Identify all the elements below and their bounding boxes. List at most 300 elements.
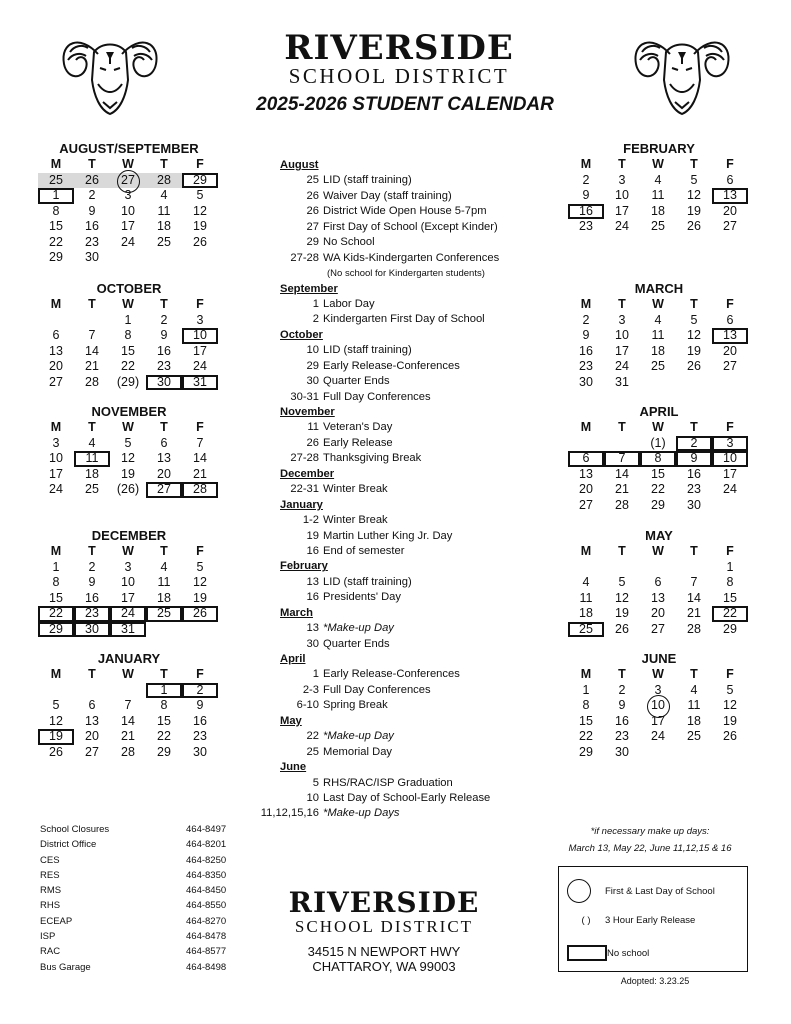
- calendar-day: 31: [615, 374, 629, 389]
- event-row: [252, 390, 552, 405]
- calendar-day: 26: [723, 729, 737, 743]
- calendar-day: 13: [49, 343, 63, 358]
- event-date: 22: [306, 730, 319, 743]
- calendar-day: 6: [160, 435, 168, 450]
- contact-row: [40, 944, 240, 959]
- calendar-day: 3: [196, 312, 204, 327]
- event-row: [252, 312, 552, 327]
- weekday-header: T: [618, 544, 626, 558]
- calendar-day: 24: [110, 606, 146, 622]
- month-grid: [38, 157, 220, 266]
- event-date: 1: [312, 297, 319, 310]
- calendar-day: 6: [52, 328, 60, 342]
- calendar-day: 25: [85, 482, 99, 496]
- event-row: [252, 729, 552, 744]
- calendar-day: 27: [110, 173, 146, 189]
- calendar-day: 27: [723, 359, 737, 373]
- calendar-day: 21: [85, 359, 99, 373]
- month-grid: [568, 297, 750, 390]
- calendar-day: 7: [88, 328, 96, 342]
- event-date: 26: [306, 436, 319, 449]
- calendar-day: 14: [85, 343, 99, 358]
- district-logo-header: [240, 30, 558, 86]
- paren-icon: ( ): [581, 915, 591, 926]
- event-text: Kindergarten First Day of School: [323, 313, 485, 326]
- event-text: Last Day of School-Early Release: [323, 791, 491, 804]
- calendar-day: 30: [85, 250, 99, 264]
- calendar-empty-day: [640, 745, 676, 761]
- event-row: [252, 420, 552, 435]
- calendar-day: 5: [124, 435, 132, 450]
- calendar-day: 2: [182, 683, 218, 699]
- contact-name: ECEAP: [40, 915, 73, 927]
- calendar-empty-day: [74, 683, 110, 699]
- calendar-day: 26: [615, 621, 629, 636]
- month-title: MAY: [645, 528, 673, 543]
- event-row: [252, 590, 552, 605]
- calendar-day: 16: [85, 219, 99, 233]
- calendar-day: 13: [157, 451, 171, 465]
- weekday-header: T: [88, 667, 96, 681]
- calendar-day: 6: [568, 451, 604, 467]
- event-row: [252, 776, 552, 791]
- calendar-day: 29: [38, 622, 74, 638]
- event-date: 26: [306, 205, 319, 218]
- event-text: End of semester: [323, 544, 405, 557]
- month-march: [568, 281, 750, 390]
- calendar-day: 8: [124, 328, 132, 342]
- legend-row-circle: [567, 879, 715, 903]
- calendar-day: 23: [85, 234, 99, 249]
- calendar-day: 8: [52, 575, 60, 589]
- calendar-day: 25: [651, 219, 665, 233]
- event-row: [252, 359, 552, 374]
- calendar-day: 12: [193, 575, 207, 589]
- contact-row: [40, 960, 240, 975]
- calendar-day: 23: [579, 359, 593, 373]
- legend-circle-label: First & Last Day of School: [605, 885, 715, 897]
- weekday-header: T: [160, 667, 168, 681]
- contact-phone: 464-8350: [186, 869, 227, 881]
- event-date: 1-2: [302, 514, 319, 527]
- weekday-header: T: [690, 544, 698, 558]
- calendar-day: 19: [615, 606, 629, 620]
- calendar-day: 24: [651, 729, 665, 743]
- calendar-day: 21: [193, 466, 207, 481]
- contact-phone: 464-8478: [186, 931, 227, 943]
- calendar-day: 25: [38, 173, 74, 189]
- calendar-empty-day: [146, 622, 182, 638]
- calendar-day: 22: [49, 234, 63, 249]
- calendar-day: 31: [182, 375, 218, 391]
- makeup-note-line-1: *if necessary make up days:: [590, 826, 710, 837]
- calendar-day: 27: [49, 374, 63, 389]
- calendar-day: 6: [654, 575, 662, 589]
- event-month-heading: September: [280, 282, 338, 295]
- event-text: First Day of School (Except Kinder): [323, 220, 498, 233]
- calendar-day: 29: [651, 497, 665, 512]
- calendar-day: 9: [196, 698, 204, 712]
- month-title: OCTOBER: [96, 281, 162, 296]
- calendar-day: 12: [121, 451, 135, 465]
- contact-name: RAC: [40, 946, 61, 958]
- contact-phone: 464-8450: [186, 885, 227, 897]
- calendar-day: 9: [88, 203, 96, 218]
- calendar-empty-day: [568, 560, 604, 576]
- event-row: [252, 544, 552, 559]
- weekday-header: W: [652, 420, 664, 434]
- event-row: [252, 529, 552, 544]
- event-text: Labor Day: [323, 297, 375, 310]
- calendar-day: 30: [687, 497, 701, 512]
- weekday-header: F: [196, 420, 204, 434]
- calendar-day: 21: [687, 606, 701, 620]
- weekday-header: W: [652, 297, 664, 311]
- calendar-day: 23: [687, 482, 701, 496]
- calendar-day: 3: [124, 188, 132, 202]
- contact-row: [40, 822, 240, 837]
- event-month-heading: March: [280, 606, 313, 619]
- calendar-day: 3: [52, 435, 60, 450]
- event-text: No School: [323, 236, 375, 249]
- calendar-day: 7: [124, 698, 132, 712]
- event-date: 10: [306, 791, 319, 804]
- event-month-heading: February: [280, 560, 328, 573]
- weekday-header: M: [580, 297, 592, 311]
- calendar-day: 11: [687, 698, 701, 712]
- calendar-day: 21: [615, 482, 629, 496]
- weekday-header: W: [652, 157, 664, 171]
- calendar-day: 25: [687, 729, 701, 743]
- legend-paren-label: 3 Hour Early Release: [605, 915, 696, 926]
- weekday-header: W: [122, 297, 134, 311]
- event-text: Full Day Conferences: [323, 390, 431, 403]
- brand-name-footer: RIVERSIDE: [288, 886, 480, 919]
- event-month-heading: October: [280, 328, 323, 341]
- month-title: MARCH: [634, 281, 684, 296]
- weekday-header: W: [652, 544, 664, 558]
- calendar-day: 23: [193, 729, 207, 743]
- contact-phone: 464-8270: [186, 915, 227, 927]
- weekday-header: T: [618, 157, 626, 171]
- weekday-header: W: [652, 667, 664, 681]
- calendar-day: 22: [712, 606, 748, 622]
- weekday-header: F: [726, 544, 734, 558]
- event-row: [252, 683, 552, 698]
- calendar-day: 9: [160, 328, 168, 342]
- calendar-day: 25: [568, 622, 604, 638]
- calendar-day: 26: [193, 234, 207, 249]
- event-date: 13: [306, 575, 319, 588]
- calendar-day: 30: [146, 375, 182, 391]
- month-april: [568, 404, 750, 513]
- legend-box-label: No school: [607, 947, 650, 959]
- calendar-day: (1): [650, 435, 666, 450]
- event-row: [252, 235, 552, 250]
- event-text: Quarter Ends: [323, 375, 390, 388]
- weekday-header: M: [50, 667, 62, 681]
- weekday-header: M: [580, 157, 592, 171]
- calendar-empty-day: [640, 375, 676, 391]
- calendar-day: 4: [160, 559, 168, 574]
- month-title: NOVEMBER: [91, 404, 167, 419]
- month-grid: [38, 667, 220, 760]
- event-row: [252, 173, 552, 188]
- calendar-day: 23: [579, 219, 593, 233]
- calendar-day: 5: [726, 682, 734, 697]
- calendar-day: 14: [121, 713, 135, 728]
- calendar-day: 17: [193, 343, 207, 358]
- calendar-day: 28: [687, 621, 701, 636]
- weekday-header: F: [196, 544, 204, 558]
- calendar-day: 15: [651, 466, 665, 481]
- calendar-day: 27: [85, 744, 99, 759]
- makeup-days-note: [540, 823, 760, 857]
- calendar-day: 28: [615, 497, 629, 512]
- calendar-day: 16: [615, 713, 629, 728]
- calendar-day: 30: [193, 744, 207, 759]
- calendar-day: 9: [582, 328, 590, 342]
- weekday-header: T: [88, 297, 96, 311]
- event-date: 30: [306, 637, 319, 650]
- calendar-day: 27: [651, 621, 665, 636]
- calendar-day: 17: [615, 343, 629, 358]
- event-text: Memorial Day: [323, 745, 393, 758]
- event-text: WA Kids-Kindergarten Conferences: [323, 251, 500, 264]
- calendar-day: 26: [74, 173, 110, 189]
- calendar-day: 6: [88, 698, 96, 712]
- calendar-title: 2025-2026 STUDENT CALENDAR: [256, 94, 554, 115]
- contact-name: ISP: [40, 931, 56, 943]
- calendar-day: 22: [38, 606, 74, 622]
- calendar-day: 18: [85, 466, 99, 481]
- event-date: 16: [306, 544, 319, 557]
- legend-box: [558, 866, 748, 972]
- month-title: APRIL: [639, 404, 679, 419]
- calendar-day: 24: [615, 359, 629, 373]
- calendar-day: 16: [157, 343, 171, 358]
- calendar-day: 16: [568, 204, 604, 220]
- event-row: [252, 343, 552, 358]
- address-line-2: CHATTAROY, WA 99003: [312, 959, 456, 974]
- calendar-day: 13: [712, 188, 748, 204]
- event-row: [252, 637, 552, 652]
- calendar-day: 5: [196, 559, 204, 574]
- calendar-day: 12: [49, 713, 63, 728]
- contact-row: [40, 853, 240, 868]
- calendar-day: 29: [723, 621, 737, 636]
- weekday-header: T: [618, 667, 626, 681]
- calendar-day: 1: [582, 682, 590, 697]
- event-date: 19: [306, 529, 319, 542]
- calendar-day: 20: [157, 466, 171, 481]
- month-grid: [568, 544, 750, 637]
- event-date: 2: [312, 313, 319, 326]
- weekday-header: M: [580, 420, 592, 434]
- calendar-day: (26): [116, 482, 140, 496]
- calendar-day: 14: [193, 451, 207, 465]
- legend-row-box: [567, 945, 649, 961]
- event-text: Spring Break: [323, 699, 388, 712]
- calendar-day: 26: [687, 219, 701, 233]
- calendar-day: 31: [110, 622, 146, 638]
- weekday-header: T: [160, 544, 168, 558]
- legend-row-paren: [567, 915, 695, 926]
- event-row: [252, 791, 552, 806]
- calendar-day: 10: [640, 698, 676, 714]
- ram-mascot-logo-right: [630, 24, 734, 118]
- event-row: [252, 482, 552, 497]
- calendar-empty-day: [712, 745, 748, 761]
- month-grid: [38, 420, 220, 498]
- event-date: 25: [306, 174, 319, 187]
- month-may: [568, 528, 750, 637]
- calendar-day: 15: [157, 713, 171, 728]
- event-month-heading: December: [280, 467, 335, 480]
- ram-mascot-logo-left: [58, 24, 162, 118]
- contact-row: [40, 883, 240, 898]
- event-text: RHS/RAC/ISP Graduation: [323, 776, 453, 789]
- calendar-day: 18: [157, 219, 171, 233]
- contact-phone: 464-8201: [186, 839, 227, 851]
- weekday-header: M: [50, 544, 62, 558]
- calendar-day: 8: [582, 698, 590, 712]
- calendar-day: 28: [121, 744, 135, 759]
- event-date: 11: [307, 421, 319, 434]
- weekday-header: F: [726, 297, 734, 311]
- weekday-header: W: [122, 157, 134, 171]
- calendar-day: 5: [52, 698, 60, 712]
- calendar-day: 29: [182, 173, 218, 189]
- event-text: Thanksgiving Break: [323, 452, 422, 465]
- calendar-empty-day: [110, 250, 146, 266]
- weekday-header: M: [580, 544, 592, 558]
- calendar-day: 30: [615, 744, 629, 759]
- calendar-day: 24: [615, 219, 629, 233]
- calendar-day: 7: [604, 451, 640, 467]
- calendar-day: 25: [146, 606, 182, 622]
- calendar-day: 22: [579, 729, 593, 743]
- event-text: District Wide Open House 5-7pm: [323, 205, 487, 218]
- calendar-day: 20: [85, 729, 99, 743]
- event-row: [252, 436, 552, 451]
- weekday-header: T: [690, 667, 698, 681]
- calendar-day: 9: [88, 575, 96, 589]
- calendar-day: 7: [690, 575, 698, 589]
- weekday-header: M: [580, 667, 592, 681]
- event-date: 27-28: [290, 251, 319, 264]
- contact-phone: 464-8250: [186, 854, 227, 866]
- calendar-day: 1: [38, 188, 74, 204]
- calendar-day: 26: [49, 744, 63, 759]
- weekday-header: M: [50, 157, 62, 171]
- calendar-day: 24: [49, 482, 63, 496]
- calendar-day: 20: [723, 203, 737, 218]
- calendar-day: 11: [74, 451, 110, 467]
- calendar-empty-day: [38, 313, 74, 329]
- calendar-empty-day: [676, 560, 712, 576]
- event-month-heading: June: [280, 761, 307, 774]
- calendar-empty-day: [604, 560, 640, 576]
- calendar-day: 2: [582, 312, 590, 327]
- calendar-day: 15: [49, 590, 63, 605]
- weekday-header: T: [690, 297, 698, 311]
- calendar-day: 1: [124, 312, 132, 327]
- calendar-day: 13: [651, 590, 665, 605]
- month-october: [38, 281, 220, 390]
- calendar-day: 15: [579, 713, 593, 728]
- calendar-day: 4: [654, 312, 662, 327]
- calendar-day: 3: [712, 436, 748, 452]
- calendar-day: 12: [723, 698, 737, 712]
- calendar-day: 27: [146, 482, 182, 498]
- calendar-empty-day: [146, 250, 182, 266]
- event-text: *Make-up Day: [323, 730, 394, 743]
- calendar-day: 10: [615, 328, 629, 342]
- event-text: Winter Break: [323, 514, 388, 527]
- calendar-empty-day: [74, 313, 110, 329]
- month-grid: [38, 297, 220, 390]
- calendar-day: 27: [723, 219, 737, 233]
- weekday-header: T: [160, 157, 168, 171]
- calendar-day: 30: [74, 622, 110, 638]
- event-row: [252, 745, 552, 760]
- calendar-day: 23: [615, 729, 629, 743]
- calendar-day: 10: [182, 328, 218, 344]
- calendar-day: 24: [723, 482, 737, 496]
- calendar-day: 15: [723, 590, 737, 605]
- weekday-header: T: [618, 420, 626, 434]
- month-aug-sep: [38, 141, 220, 266]
- event-row: [252, 297, 552, 312]
- calendar-empty-day: [568, 436, 604, 452]
- calendar-day: 11: [157, 575, 171, 589]
- weekday-header: T: [88, 544, 96, 558]
- calendar-day: 3: [618, 312, 626, 327]
- event-row: [252, 698, 552, 713]
- month-june: [568, 651, 750, 760]
- circle-icon: [567, 879, 591, 903]
- weekday-header: W: [122, 544, 134, 558]
- calendar-empty-day: [640, 560, 676, 576]
- calendar-day: 16: [687, 466, 701, 481]
- calendar-empty-day: [604, 436, 640, 452]
- contact-row: [40, 929, 240, 944]
- month-december: [38, 528, 220, 637]
- event-row: [252, 451, 552, 466]
- month-title: FEBRUARY: [623, 141, 695, 156]
- month-title: JANUARY: [97, 651, 161, 666]
- calendar-day: 28: [146, 173, 182, 189]
- calendar-day: 3: [654, 682, 662, 697]
- contact-name: RMS: [40, 885, 62, 897]
- calendar-day: 17: [651, 713, 665, 728]
- event-date: 5: [312, 776, 319, 789]
- calendar-day: 19: [687, 203, 701, 218]
- calendar-day: 3: [124, 559, 132, 574]
- weekday-header: F: [196, 157, 204, 171]
- calendar-day: 8: [52, 203, 60, 218]
- calendar-day: 17: [723, 466, 737, 481]
- weekday-header: T: [160, 297, 168, 311]
- event-text: Full Day Conferences: [323, 683, 431, 696]
- calendar-day: 24: [121, 234, 135, 249]
- calendar-day: 11: [651, 188, 665, 202]
- event-date: 29: [306, 236, 319, 249]
- event-date: 11,12,15,16: [260, 807, 319, 820]
- contact-row: [40, 837, 240, 852]
- calendar-day: 2: [618, 682, 626, 697]
